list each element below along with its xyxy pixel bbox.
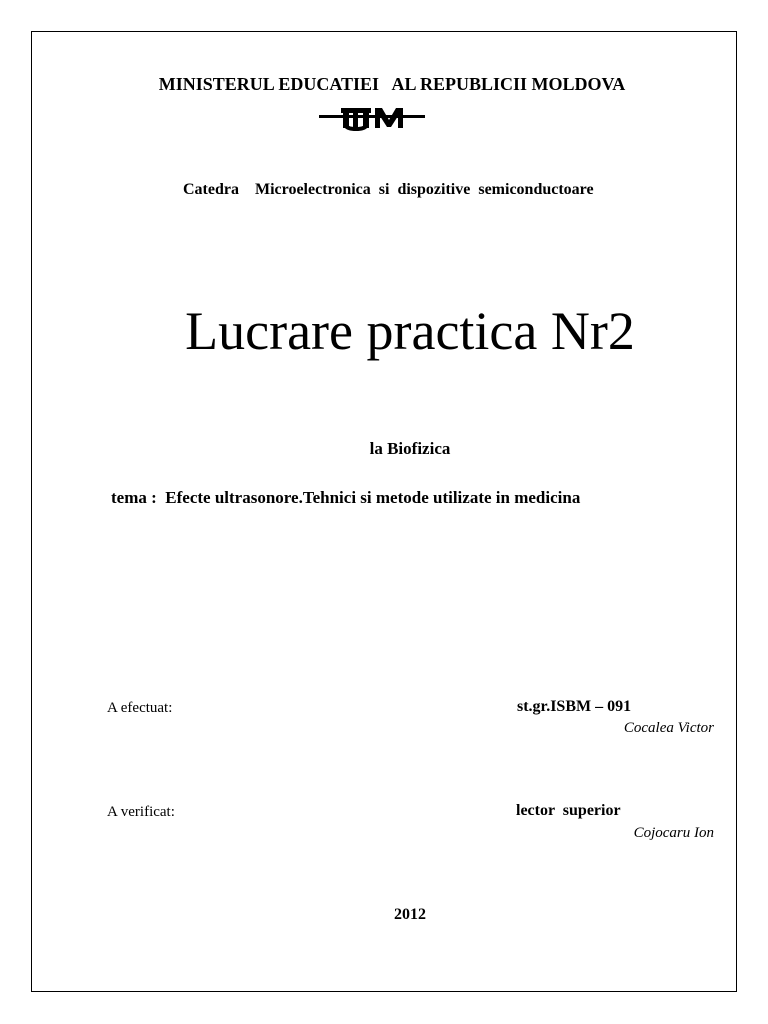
year: 2012 bbox=[394, 906, 426, 923]
verified-label: A verificat: bbox=[107, 804, 175, 820]
verifier-name: Cojocaru Ion bbox=[633, 825, 714, 841]
page-border bbox=[31, 31, 737, 992]
utm-logo-icon bbox=[319, 105, 425, 133]
verifier-position: lector superior bbox=[516, 802, 621, 819]
student-group: st.gr.ISBM – 091 bbox=[517, 698, 632, 715]
topic-line: tema : Efecte ultrasonore.Tehnici si metode utilizate in medicina bbox=[111, 488, 581, 507]
performed-label: A efectuat: bbox=[107, 700, 173, 716]
department-line: Catedra Microelectronica si dispozitive semiconductoare bbox=[183, 181, 594, 198]
subject-line: la Biofizica bbox=[369, 439, 451, 458]
document-title: Lucrare practica Nr2 bbox=[185, 301, 635, 361]
ministry-heading: MINISTERUL EDUCATIEI AL REPUBLICII MOLDOVA bbox=[158, 74, 626, 94]
student-name: Cocalea Victor bbox=[623, 720, 714, 736]
